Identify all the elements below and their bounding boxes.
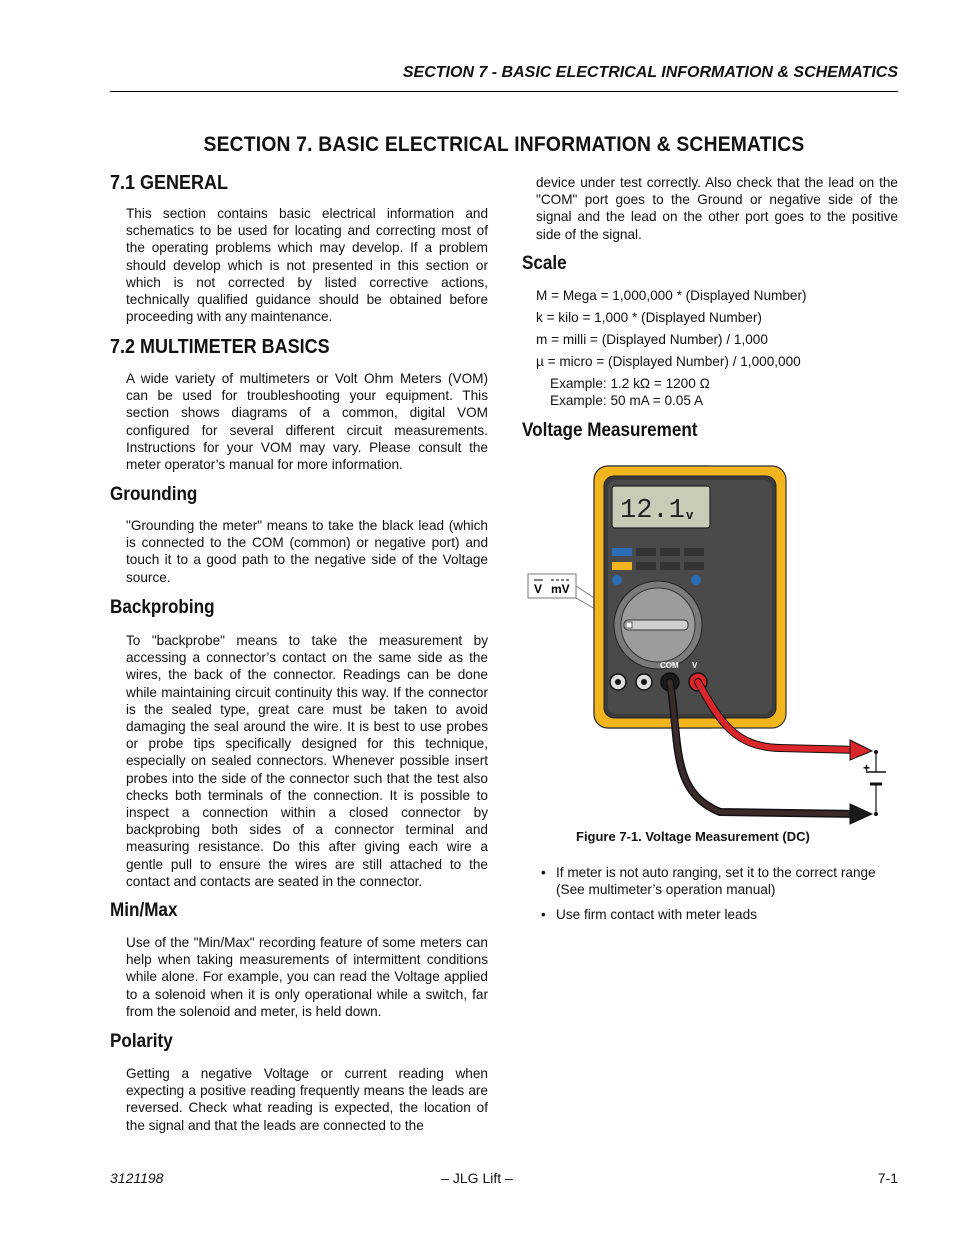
grounding-heading: Grounding: [110, 484, 198, 505]
minmax-body: Use of the "Min/Max" recording feature of some meters can help when taking measurements of intermittent conditions while alone. For example, you can read the Voltage applied to a solenoid when it is only operational while a switch, far from the solenoid and meter, is held down.: [126, 935, 488, 1019]
scale-example-kohm: Example: 1.2 kΩ = 1200 Ω: [550, 376, 710, 391]
blue-button: [612, 548, 632, 556]
scale-line-milli: m = milli = (Displayed Number) / 1,000: [536, 332, 768, 347]
footer-center: – JLG Lift –: [441, 1170, 513, 1186]
scale-line-mega: M = Mega = 1,000,000 * (Displayed Number): [536, 288, 807, 303]
polarity-heading: Polarity: [110, 1031, 173, 1052]
scale-example-ma: Example: 50 mA = 0.05 A: [550, 393, 704, 408]
figure-caption: Figure 7-1. Voltage Measurement (DC): [576, 829, 810, 844]
page-number: 7-1: [877, 1170, 898, 1186]
lcd-unit: v: [686, 507, 694, 522]
doc-number: 3121198: [110, 1170, 164, 1186]
scale-line-kilo: k = kilo = 1,000 * (Displayed Number): [536, 310, 762, 325]
header-rule: [110, 91, 898, 92]
polarity-body-left: Getting a negative Voltage or current reading when expecting a positive reading frequently means the leads are reversed. Check what reading is expected, the location of the signal and that the leads are connected to the: [126, 1066, 488, 1133]
port-v-label: V: [692, 661, 698, 670]
bullet-text: If meter is not auto ranging, set it to the correct range (See multimeter’s operation manual): [556, 865, 876, 898]
scale-line-micro: µ = micro = (Displayed Number) / 1,000,000: [536, 354, 801, 369]
section-title: SECTION 7. BASIC ELECTRICAL INFORMATION & SCHEMATICS: [203, 133, 805, 156]
bullet-dot: •: [541, 865, 546, 880]
bullet-dot: •: [541, 907, 546, 922]
port-com-label: COM: [660, 661, 679, 670]
scale-heading: Scale: [522, 253, 567, 274]
lcd-value: 12.1: [620, 496, 685, 526]
minmax-heading: Min/Max: [110, 900, 178, 921]
battery-plus: +: [863, 761, 871, 775]
dial-label-v: V: [534, 582, 543, 596]
dial-label-mv: mV: [551, 582, 570, 596]
voltage-heading: Voltage Measurement: [522, 420, 698, 441]
grounding-body: "Grounding the meter" means to take the black lead (which is connected to the COM (common) or negative port) and touch it to a good path to the negative side of the Voltage source.: [126, 518, 488, 585]
bullet-item: [541, 906, 898, 924]
bullet-item: [541, 864, 898, 900]
general-heading: 7.1 GENERAL: [110, 172, 229, 194]
multimeter-heading: 7.2 MULTIMETER BASICS: [110, 336, 330, 358]
polarity-body-right: device under test correctly. Also check that the lead on the "COM" port goes to the Ground or negative side of the signal and the lead on the other port goes to the positive side of the signal.: [536, 175, 898, 242]
running-header: SECTION 7 - BASIC ELECTRICAL INFORMATION & SCHEMATICS: [402, 64, 898, 81]
yellow-button: [612, 562, 632, 570]
multimeter-drawing: [520, 462, 890, 832]
multimeter-body: A wide variety of multimeters or Volt Ohm Meters (VOM) can be used for troubleshooting your equipment. This section shows diagrams of a common, digital VOM configured for several different circuit measurements. Instructions for your VOM may vary. Please consult the meter operator’s manual for more information.: [126, 371, 488, 473]
backprobing-body: To "backprobe" means to take the measurement by accessing a connector’s contact on the same side as the wires, the back of the connector. Readings can be done while maintaining circuit continuity this way. If the connector is the sealed type, great care must be taken to avoid damaging the seal around the wire. It is best to use probes or probe tips specifically designed for this technique, especially on sealed connectors. Whenever possible insert probes into the side of the connector such that the test also checks both terminals of the connection. It is possible to inspect a connection within a closed connector by backprobing both sides of a connector terminal and measuring resistance. Do this after giving each wire a gentle pull to ensure the wires are still attached to the contact and contacts are seated in the connector.: [126, 633, 488, 889]
general-body: This section contains basic electrical information and schematics to be used for locating and correcting most of the operating problems which may develop. If a problem should develop which is not presented in this section or which is not corrected by listed corrective actions, technically qualified guidance should be obtained before proceeding with any maintenance.: [126, 206, 488, 325]
dial-knob: [624, 620, 688, 630]
backprobing-heading: Backprobing: [110, 597, 215, 618]
bullet-text: Use firm contact with meter leads: [556, 907, 757, 922]
